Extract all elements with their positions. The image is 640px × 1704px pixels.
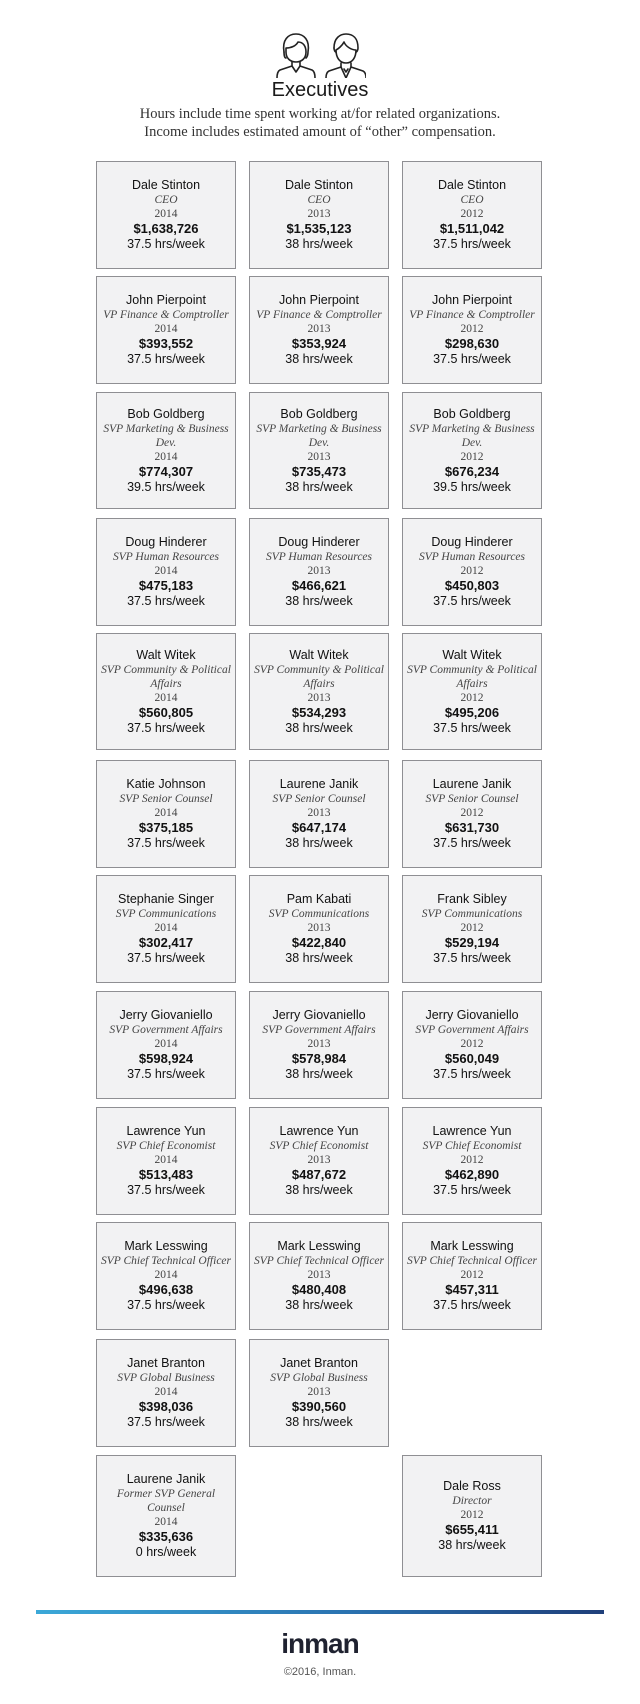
executive-name: Katie Johnson <box>126 777 206 791</box>
executive-hours: 38 hrs/week <box>285 237 353 251</box>
executive-year: 2013 <box>307 1386 331 1398</box>
executive-income: $480,408 <box>291 1282 347 1297</box>
executive-card <box>96 1455 236 1577</box>
executive-name: John Pierpoint <box>126 293 206 307</box>
executive-name: Laurene Janik <box>126 1472 206 1486</box>
executive-hours: 39.5 hrs/week <box>433 479 511 494</box>
executive-year: 2014 <box>154 323 178 335</box>
executive-name: Laurene Janik <box>432 777 512 791</box>
executive-hours: 37.5 hrs/week <box>433 1183 511 1197</box>
executive-hours: 38 hrs/week <box>438 1538 506 1552</box>
executive-year: 2014 <box>154 1269 178 1281</box>
executive-hours: 37.5 hrs/week <box>433 1298 511 1312</box>
executive-income: $375,185 <box>138 820 194 835</box>
executive-year: 2014 <box>154 1386 178 1398</box>
executive-year: 2012 <box>460 922 484 934</box>
executive-hours: 37.5 hrs/week <box>127 594 205 608</box>
executive-role: VP Finance & Comptroller <box>256 309 382 321</box>
executive-role: SVP Government Affairs <box>109 1024 223 1036</box>
executive-role: SVP Senior Counsel <box>272 793 366 805</box>
executive-name: Stephanie Singer <box>118 892 214 906</box>
executive-year: 2013 <box>307 1038 331 1050</box>
subtitle-line-hours: Hours include time spent working at/for related organizations. <box>139 106 501 122</box>
executive-hours: 37.5 hrs/week <box>433 1067 511 1081</box>
executive-year: 2012 <box>460 691 484 704</box>
executive-income: $393,552 <box>138 336 194 351</box>
executive-name: Jerry Giovaniello <box>119 1008 213 1022</box>
executive-year: 2012 <box>460 1038 484 1050</box>
executive-role: SVP Senior Counsel <box>425 793 519 805</box>
executive-card <box>402 1222 542 1330</box>
executive-income: $462,890 <box>444 1167 500 1182</box>
executive-role: SVP Global Business <box>270 1372 368 1384</box>
executive-role: CEO <box>460 194 484 206</box>
executive-hours: 37.5 hrs/week <box>127 720 205 735</box>
executive-card <box>402 392 542 509</box>
executive-card <box>96 1107 236 1215</box>
executive-card <box>402 875 542 983</box>
executive-role: VP Finance & Comptroller <box>409 309 535 321</box>
executive-year: 2014 <box>154 208 178 220</box>
executive-role: SVP Senior Counsel <box>119 793 213 805</box>
executive-card <box>402 760 542 868</box>
executive-income: $450,803 <box>444 578 500 593</box>
executive-income: $466,621 <box>291 578 347 593</box>
executive-role: SVP Chief Economist <box>116 1140 216 1152</box>
executive-role: VP Finance & Comptroller <box>103 309 229 321</box>
executive-name: Lawrence Yun <box>279 1124 359 1138</box>
executive-card <box>249 276 389 384</box>
executive-card <box>402 991 542 1099</box>
executive-year: 2012 <box>460 208 484 220</box>
executive-name: Dale Stinton <box>284 178 354 192</box>
executive-role: SVP Government Affairs <box>262 1024 376 1036</box>
executive-name: Bob Goldberg <box>127 406 205 421</box>
executive-card <box>249 633 389 750</box>
executive-name: Janet Branton <box>280 1356 358 1370</box>
executive-income: $495,206 <box>444 704 500 720</box>
executive-year: 2012 <box>460 1154 484 1166</box>
executive-role: SVP Community & Political Affairs <box>254 663 384 690</box>
executive-name: Mark Lesswing <box>430 1239 514 1253</box>
executive-name: Janet Branton <box>127 1356 205 1370</box>
executive-income: $560,049 <box>444 1051 500 1066</box>
executive-card <box>96 760 236 868</box>
executive-income: $676,234 <box>444 463 500 479</box>
subtitle-line-income: Income includes estimated amount of “other” compensation. <box>144 124 496 140</box>
executive-name: Frank Sibley <box>437 892 507 906</box>
executive-year: 2014 <box>154 807 178 819</box>
executive-year: 2013 <box>307 1154 331 1166</box>
executive-hours: 37.5 hrs/week <box>127 1415 205 1429</box>
executive-card <box>96 633 236 750</box>
executive-role: SVP Human Resources <box>418 551 526 563</box>
executive-hours: 38 hrs/week <box>285 479 353 494</box>
executive-role: SVP Marketing & Business Dev. <box>256 422 382 449</box>
executive-income: $1,511,042 <box>439 221 505 236</box>
executive-hours: 37.5 hrs/week <box>127 836 205 850</box>
executive-card <box>249 991 389 1099</box>
executive-card <box>249 518 389 626</box>
executive-hours: 37.5 hrs/week <box>433 594 511 608</box>
executive-name: Laurene Janik <box>279 777 359 791</box>
executive-role: SVP Community & Political Affairs <box>407 663 537 690</box>
executive-income: $560,805 <box>138 704 194 720</box>
executive-role: SVP Communications <box>421 908 523 920</box>
executive-income: $475,183 <box>138 578 194 593</box>
executive-card <box>402 518 542 626</box>
executive-role: SVP Chief Technical Officer <box>101 1255 231 1267</box>
executive-card <box>249 1222 389 1330</box>
executive-income: $422,840 <box>291 935 347 950</box>
executive-year: 2012 <box>460 565 484 577</box>
executive-year: 2014 <box>154 1516 178 1528</box>
executive-role: CEO <box>307 194 331 206</box>
executive-name: John Pierpoint <box>279 293 359 307</box>
executive-income: $390,560 <box>291 1399 347 1414</box>
executive-name: Dale Stinton <box>131 178 201 192</box>
executive-name: Walt Witek <box>136 647 196 662</box>
executive-role: SVP Chief Technical Officer <box>407 1255 537 1267</box>
executive-role: SVP Human Resources <box>112 551 220 563</box>
executive-hours: 37.5 hrs/week <box>127 352 205 366</box>
executive-name: Jerry Giovaniello <box>272 1008 366 1022</box>
executive-income: $578,984 <box>291 1051 347 1066</box>
executive-hours: 38 hrs/week <box>285 1183 353 1197</box>
executive-name: John Pierpoint <box>432 293 512 307</box>
page-title: Executives <box>271 79 369 101</box>
executive-card <box>402 1107 542 1215</box>
executive-role: SVP Human Resources <box>265 551 373 563</box>
executive-name: Doug Hinderer <box>278 535 360 549</box>
executive-card <box>249 161 389 269</box>
executive-name: Walt Witek <box>289 647 349 662</box>
executive-card <box>96 1222 236 1330</box>
executive-year: 2012 <box>460 1509 484 1521</box>
executive-role: SVP Marketing & Business Dev. <box>103 422 229 449</box>
executive-card <box>96 875 236 983</box>
executive-card <box>96 1339 236 1447</box>
executive-year: 2012 <box>460 807 484 819</box>
executive-income: $1,535,123 <box>286 221 352 236</box>
executive-income: $655,411 <box>445 1522 499 1537</box>
executive-card <box>96 392 236 509</box>
executive-name: Doug Hinderer <box>431 535 513 549</box>
executive-year: 2014 <box>154 1154 178 1166</box>
executive-income: $534,293 <box>291 704 347 720</box>
executive-role: SVP Communications <box>268 908 370 920</box>
executive-year: 2012 <box>460 1269 484 1281</box>
executive-role: SVP Chief Economist <box>269 1140 369 1152</box>
executive-hours: 0 hrs/week <box>135 1545 197 1559</box>
executive-hours: 37.5 hrs/week <box>433 352 511 366</box>
executive-hours: 37.5 hrs/week <box>127 951 205 965</box>
executive-year: 2013 <box>307 691 331 704</box>
executive-income: $774,307 <box>138 463 194 479</box>
executive-role: Former SVP General Counsel <box>116 1488 216 1514</box>
executive-year: 2014 <box>154 565 178 577</box>
executive-year: 2014 <box>154 1038 178 1050</box>
executive-year: 2013 <box>307 208 331 220</box>
executive-name: Walt Witek <box>442 647 502 662</box>
executive-hours: 38 hrs/week <box>285 1298 353 1312</box>
executive-hours: 38 hrs/week <box>285 594 353 608</box>
executive-name: Dale Ross <box>443 1479 501 1493</box>
executive-card <box>96 161 236 269</box>
executive-role: CEO <box>154 194 178 206</box>
executive-income: $353,924 <box>291 336 347 351</box>
executive-name: Mark Lesswing <box>124 1239 208 1253</box>
executive-card <box>249 1339 389 1447</box>
executive-year: 2014 <box>154 922 178 934</box>
executive-income: $398,036 <box>138 1399 194 1414</box>
executive-name: Bob Goldberg <box>280 406 358 421</box>
executive-year: 2013 <box>307 323 331 335</box>
executive-income: $598,924 <box>138 1051 194 1066</box>
executive-hours: 39.5 hrs/week <box>127 479 205 494</box>
executive-hours: 38 hrs/week <box>285 1415 353 1429</box>
executive-card <box>402 161 542 269</box>
executive-card <box>96 518 236 626</box>
executive-income: $457,311 <box>445 1282 499 1297</box>
executive-role: SVP Government Affairs <box>415 1024 529 1036</box>
footer-divider <box>36 1610 604 1614</box>
executive-name: Pam Kabati <box>286 892 352 906</box>
copyright-text: ©2016, Inman. <box>283 1666 357 1678</box>
executive-card <box>402 276 542 384</box>
executive-name: Mark Lesswing <box>277 1239 361 1253</box>
executive-role: Director <box>452 1495 492 1507</box>
executive-name: Dale Stinton <box>437 178 507 192</box>
executive-income: $496,638 <box>138 1282 194 1297</box>
executive-income: $298,630 <box>444 336 500 351</box>
executive-hours: 37.5 hrs/week <box>433 720 511 735</box>
executive-role: SVP Communications <box>115 908 217 920</box>
executive-role: SVP Community & Political Affairs <box>101 663 231 690</box>
executive-card <box>402 1455 542 1577</box>
executive-income: $529,194 <box>444 935 500 950</box>
executive-year: 2013 <box>307 1269 331 1281</box>
executive-card <box>96 276 236 384</box>
executive-hours: 37.5 hrs/week <box>433 951 511 965</box>
executive-income: $487,672 <box>291 1167 347 1182</box>
executive-role: SVP Marketing & Business Dev. <box>409 422 535 449</box>
executive-year: 2013 <box>307 565 331 577</box>
executive-year: 2014 <box>154 450 178 463</box>
executive-name: Bob Goldberg <box>433 406 511 421</box>
executive-card <box>249 392 389 509</box>
executive-card <box>249 875 389 983</box>
executive-year: 2012 <box>460 450 484 463</box>
executive-card <box>96 991 236 1099</box>
executive-hours: 38 hrs/week <box>285 951 353 965</box>
executive-year: 2012 <box>460 323 484 335</box>
executive-year: 2013 <box>307 807 331 819</box>
executive-role: SVP Global Business <box>117 1372 215 1384</box>
executive-hours: 37.5 hrs/week <box>127 1067 205 1081</box>
executive-name: Lawrence Yun <box>432 1124 512 1138</box>
executive-card <box>249 760 389 868</box>
executive-name: Doug Hinderer <box>125 535 207 549</box>
executive-card <box>402 633 542 750</box>
executive-year: 2013 <box>307 922 331 934</box>
executive-hours: 38 hrs/week <box>285 1067 353 1081</box>
executive-income: $513,483 <box>138 1167 194 1182</box>
executive-hours: 38 hrs/week <box>285 720 353 735</box>
executive-income: $1,638,726 <box>133 221 199 236</box>
executive-role: SVP Chief Technical Officer <box>254 1255 384 1267</box>
executive-hours: 37.5 hrs/week <box>127 1298 205 1312</box>
inman-logo: inman <box>281 1628 359 1659</box>
executive-name: Jerry Giovaniello <box>425 1008 519 1022</box>
executive-role: SVP Chief Economist <box>422 1140 522 1152</box>
executive-hours: 37.5 hrs/week <box>433 237 511 251</box>
executive-hours: 37.5 hrs/week <box>433 836 511 850</box>
executive-income: $735,473 <box>291 463 347 479</box>
executive-hours: 38 hrs/week <box>285 352 353 366</box>
executive-year: 2014 <box>154 691 178 704</box>
executive-income: $335,636 <box>138 1529 194 1544</box>
executive-hours: 37.5 hrs/week <box>127 1183 205 1197</box>
executive-year: 2013 <box>307 450 331 463</box>
executive-card <box>249 1107 389 1215</box>
executive-income: $631,730 <box>444 820 500 835</box>
executive-name: Lawrence Yun <box>126 1124 206 1138</box>
executive-hours: 37.5 hrs/week <box>127 237 205 251</box>
executive-income: $647,174 <box>291 820 347 835</box>
executive-hours: 38 hrs/week <box>285 836 353 850</box>
executive-income: $302,417 <box>138 935 194 950</box>
